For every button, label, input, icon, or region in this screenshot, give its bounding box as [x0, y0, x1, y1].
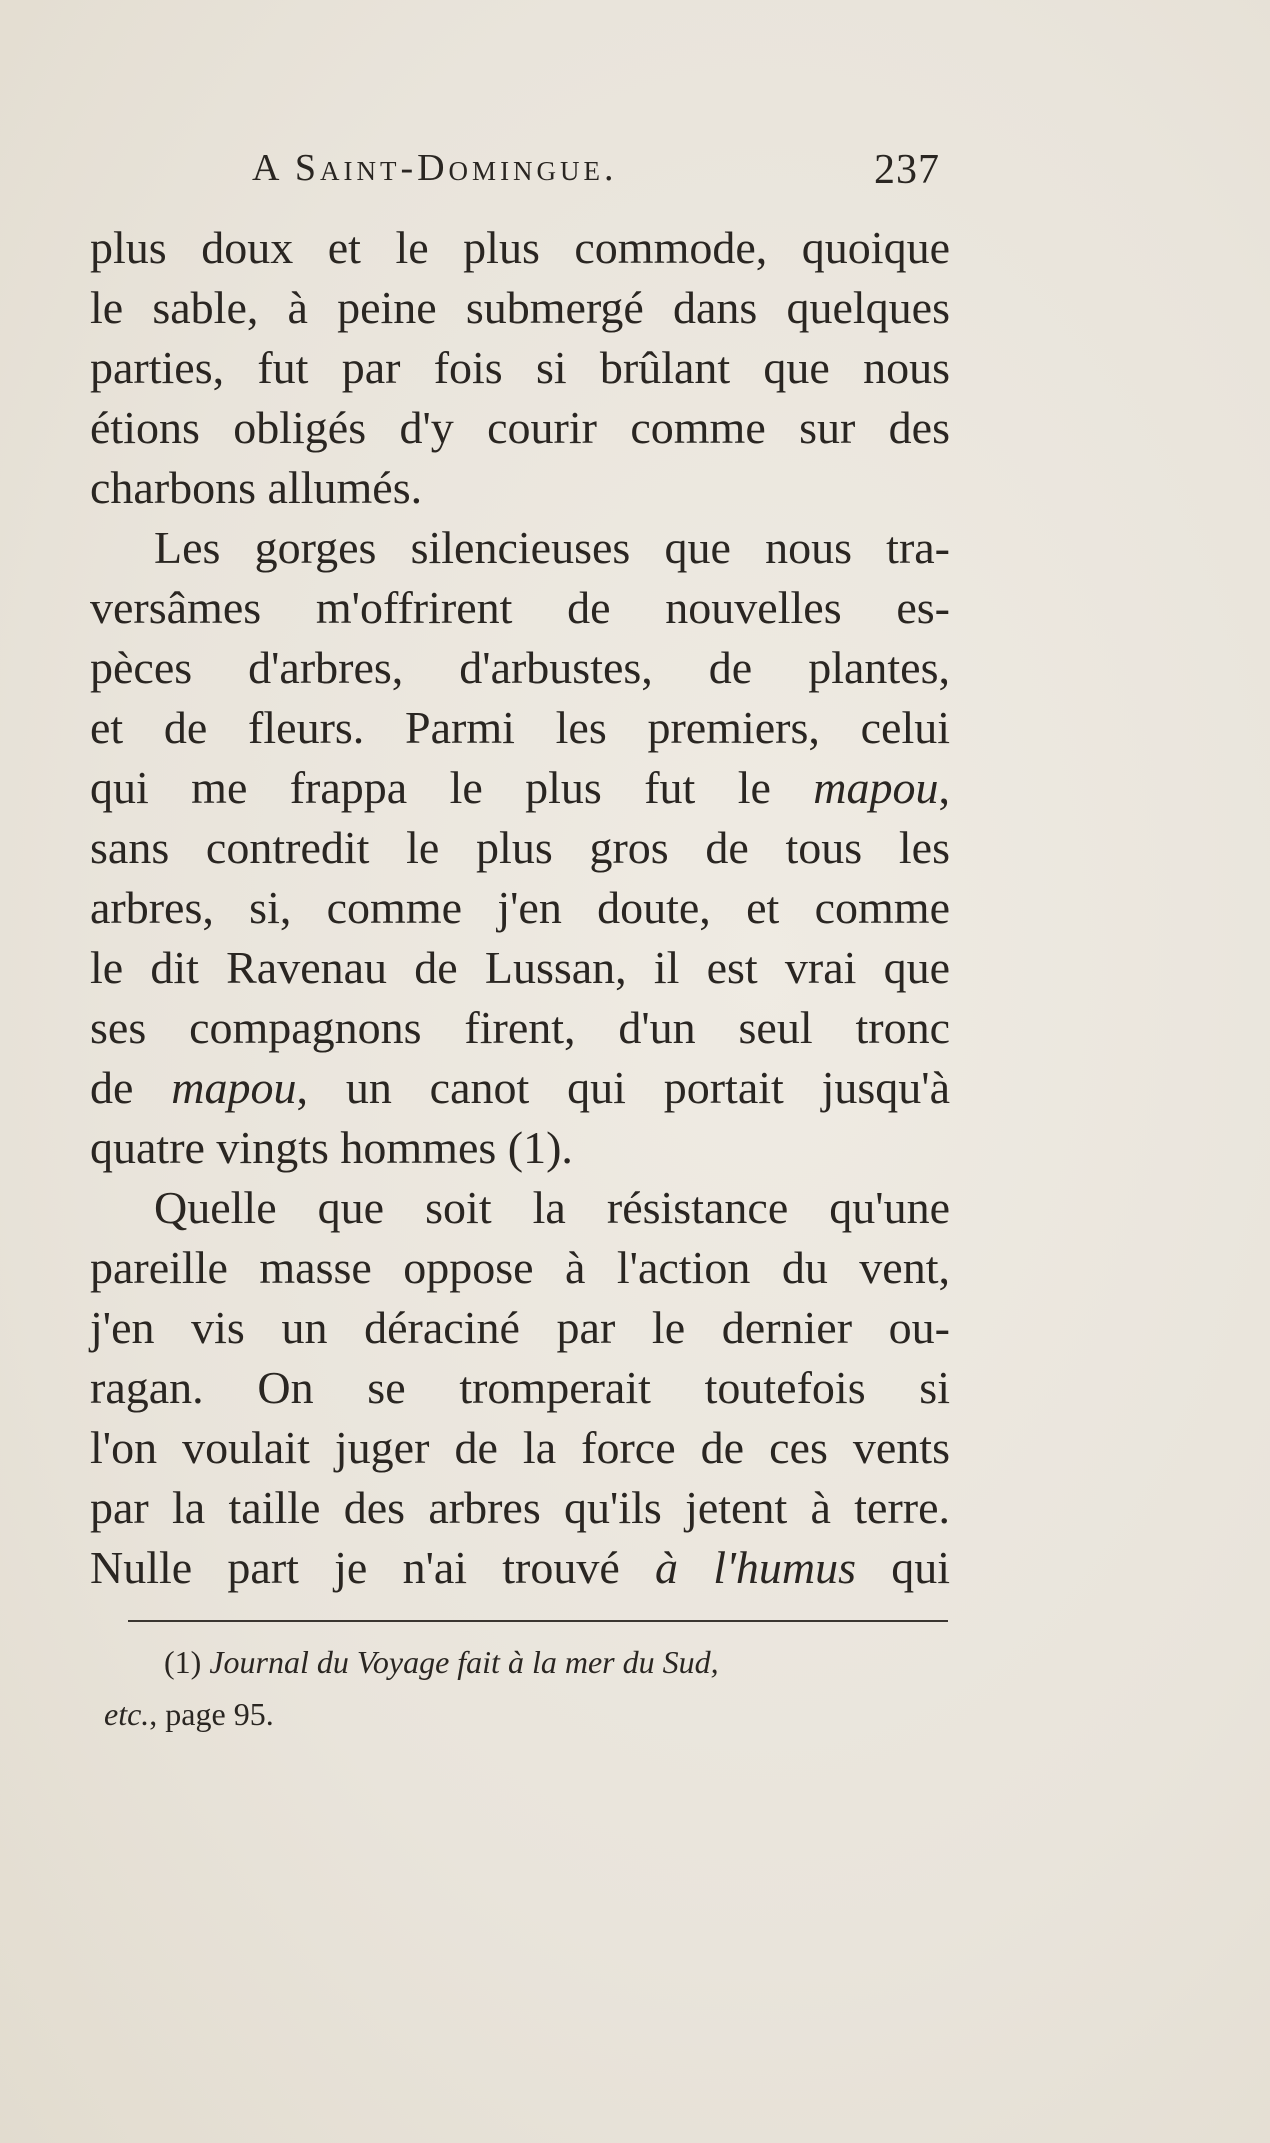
text-line: ses compagnons firent, d'un seul tronc: [90, 1002, 950, 1053]
text-line-mixed: [90, 758, 950, 818]
italic-term-mapou: mapou: [813, 762, 939, 813]
footnote-line: [104, 1636, 950, 1688]
text-line: sans contredit le plus gros de tous les: [90, 822, 950, 873]
text-line: plus doux et le plus commode, quoique: [90, 222, 950, 273]
text-line: pèces d'arbres, d'arbustes, de plantes,: [90, 642, 950, 693]
text-line: le sable, à peine submergé dans quelques: [90, 282, 950, 333]
text-line: parties, fut par fois si brûlant que nous: [90, 342, 950, 393]
italic-term-mapou: mapou: [171, 1062, 297, 1113]
text-line: étions obligés d'y courir comme sur des: [90, 402, 950, 453]
page-number: 237: [874, 147, 940, 193]
text-line-mixed: [90, 1538, 950, 1598]
footnote-page-ref: , page 95.: [149, 1696, 274, 1732]
text-line-mixed: [90, 1058, 950, 1118]
footnote-marker: (1): [164, 1644, 202, 1680]
text-segment: qui: [891, 1542, 951, 1593]
italic-term-humus: à l'humus: [655, 1542, 856, 1593]
text-segment: qui me frappa le plus fut le: [90, 762, 771, 813]
text-line: charbons allumés.: [90, 462, 423, 513]
footnote-title: Journal du Voyage fait à la mer du Sud,: [209, 1644, 719, 1680]
text-line: le dit Ravenau de Lussan, il est vrai que: [90, 942, 950, 993]
text-line: et de fleurs. Parmi les premiers, celui: [90, 702, 950, 753]
text-segment: de: [90, 1062, 134, 1113]
text-segment: Nulle part je n'ai trouvé: [90, 1542, 620, 1593]
text-line: quatre vingts hommes (1).: [90, 1122, 573, 1173]
text-line: j'en vis un déraciné par le dernier ou-: [90, 1302, 950, 1353]
footnote-etc: etc.: [104, 1696, 150, 1732]
text-segment: , un canot qui portait jusqu'à: [296, 1062, 951, 1113]
text-line: versâmes m'offrirent de nouvelles es-: [90, 582, 950, 633]
footnote-line: [104, 1688, 950, 1740]
text-line: Quelle que soit la résistance qu'une: [154, 1182, 950, 1233]
text-line: pareille masse oppose à l'action du vent,: [90, 1242, 950, 1293]
text-line: Les gorges silencieuses que nous tra-: [154, 522, 950, 573]
running-head: [252, 146, 940, 194]
text-line: arbres, si, comme j'en doute, et comme: [90, 882, 950, 933]
text-line: l'on voulait juger de la force de ces vents: [90, 1422, 950, 1473]
running-title: A Saint-Domingue.: [252, 147, 618, 189]
text-segment: ,: [938, 762, 951, 813]
footnote: [104, 1636, 950, 1740]
text-line: par la taille des arbres qu'ils jetent à terre.: [90, 1482, 950, 1533]
footnote-rule: [128, 1620, 948, 1622]
text-line: ragan. On se tromperait toutefois si: [90, 1362, 950, 1413]
body-text: [90, 218, 950, 1598]
